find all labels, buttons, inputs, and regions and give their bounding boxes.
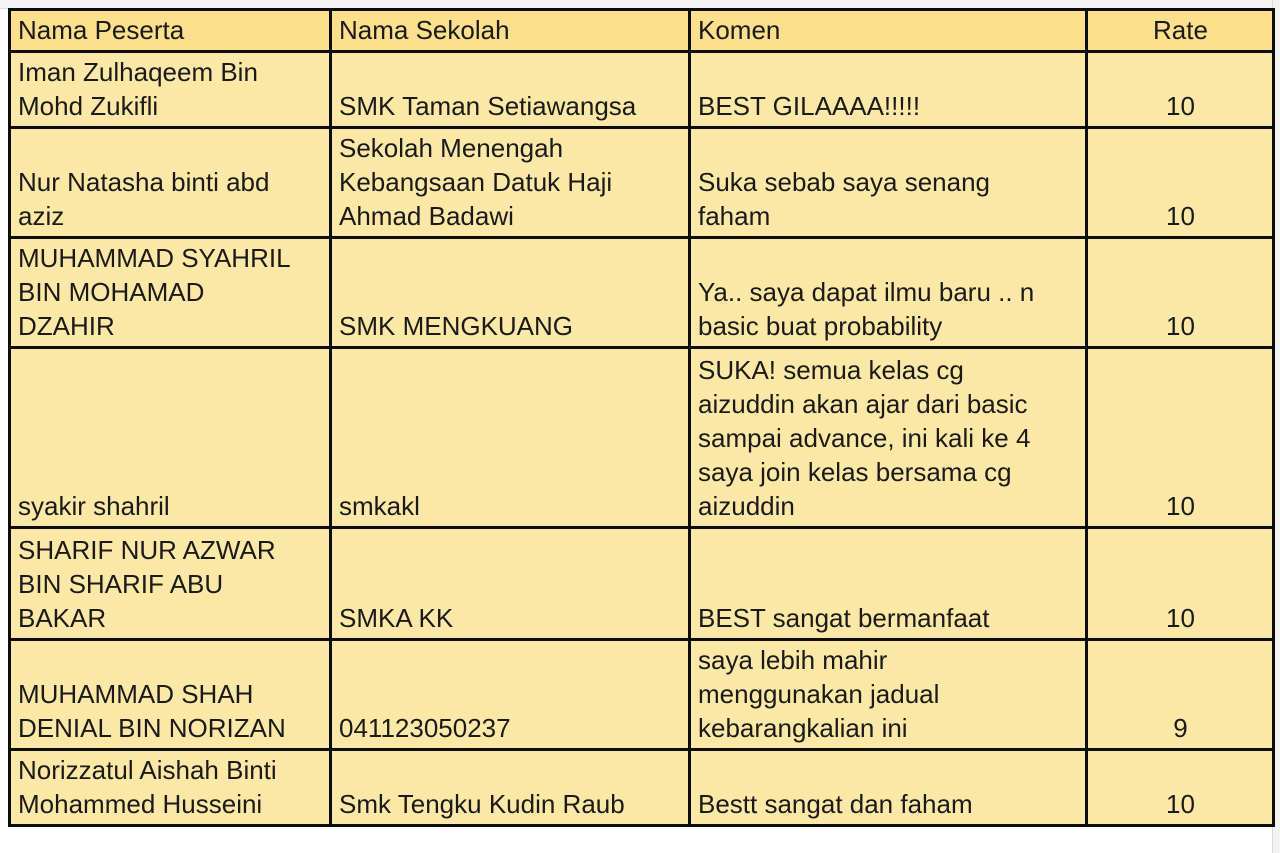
table-row (10, 750, 1274, 826)
cell-rate[interactable]: 10 (1087, 128, 1274, 238)
cell-rate[interactable]: 10 (1087, 348, 1274, 528)
table-row (10, 52, 1274, 128)
cell-comment[interactable]: BEST GILAAAA!!!!! (690, 52, 1087, 128)
cell-rate[interactable]: 10 (1087, 52, 1274, 128)
cell-name[interactable]: Norizzatul Aishah Binti Mohammed Husseini (10, 750, 331, 826)
table-row (10, 128, 1274, 238)
cell-name[interactable]: Iman Zulhaqeem Bin Mohd Zukifli (10, 52, 331, 128)
cell-comment[interactable]: BEST sangat bermanfaat (690, 528, 1087, 640)
cell-name[interactable]: Nur Natasha binti abd aziz (10, 128, 331, 238)
cell-rate[interactable]: 10 (1087, 238, 1274, 348)
cell-school[interactable]: Smk Tengku Kudin Raub (331, 750, 690, 826)
cell-comment[interactable]: saya lebih mahir menggunakan jadual kebarangkalian ini (690, 640, 1087, 750)
cell-comment[interactable]: Suka sebab saya senang faham (690, 128, 1087, 238)
table-row (10, 528, 1274, 640)
cell-name[interactable]: MUHAMMAD SHAH DENIAL BIN NORIZAN (10, 640, 331, 750)
header-rate[interactable]: Rate (1087, 10, 1274, 52)
table-row (10, 640, 1274, 750)
cell-rate[interactable]: 10 (1087, 750, 1274, 826)
cell-school[interactable]: smkakl (331, 348, 690, 528)
cell-name[interactable]: SHARIF NUR AZWAR BIN SHARIF ABU BAKAR (10, 528, 331, 640)
cell-school[interactable]: 041123050237 (331, 640, 690, 750)
cell-name[interactable]: syakir shahril (10, 348, 331, 528)
cell-comment[interactable]: Bestt sangat dan faham (690, 750, 1087, 826)
cell-name[interactable]: MUHAMMAD SYAHRIL BIN MOHAMAD DZAHIR (10, 238, 331, 348)
cell-rate[interactable]: 9 (1087, 640, 1274, 750)
header-nama-sekolah[interactable]: Nama Sekolah (331, 10, 690, 52)
table-row (10, 348, 1274, 528)
cell-comment[interactable]: Ya.. saya dapat ilmu baru .. n basic buat probability (690, 238, 1087, 348)
cell-rate[interactable]: 10 (1087, 528, 1274, 640)
cell-comment[interactable]: SUKA! semua kelas cg aizuddin akan ajar dari basic sampai advance, ini kali ke 4 saya join kelas bersama cg aizuddin (690, 348, 1087, 528)
cell-school[interactable]: SMKA KK (331, 528, 690, 640)
header-nama-peserta[interactable]: Nama Peserta (10, 10, 331, 52)
cell-school[interactable]: Sekolah Menengah Kebangsaan Datuk Haji Ahmad Badawi (331, 128, 690, 238)
header-komen[interactable]: Komen (690, 10, 1087, 52)
cell-school[interactable]: SMK MENGKUANG (331, 238, 690, 348)
cell-school[interactable]: SMK Taman Setiawangsa (331, 52, 690, 128)
header-row (10, 10, 1274, 52)
feedback-table (8, 8, 1275, 827)
table-row (10, 238, 1274, 348)
